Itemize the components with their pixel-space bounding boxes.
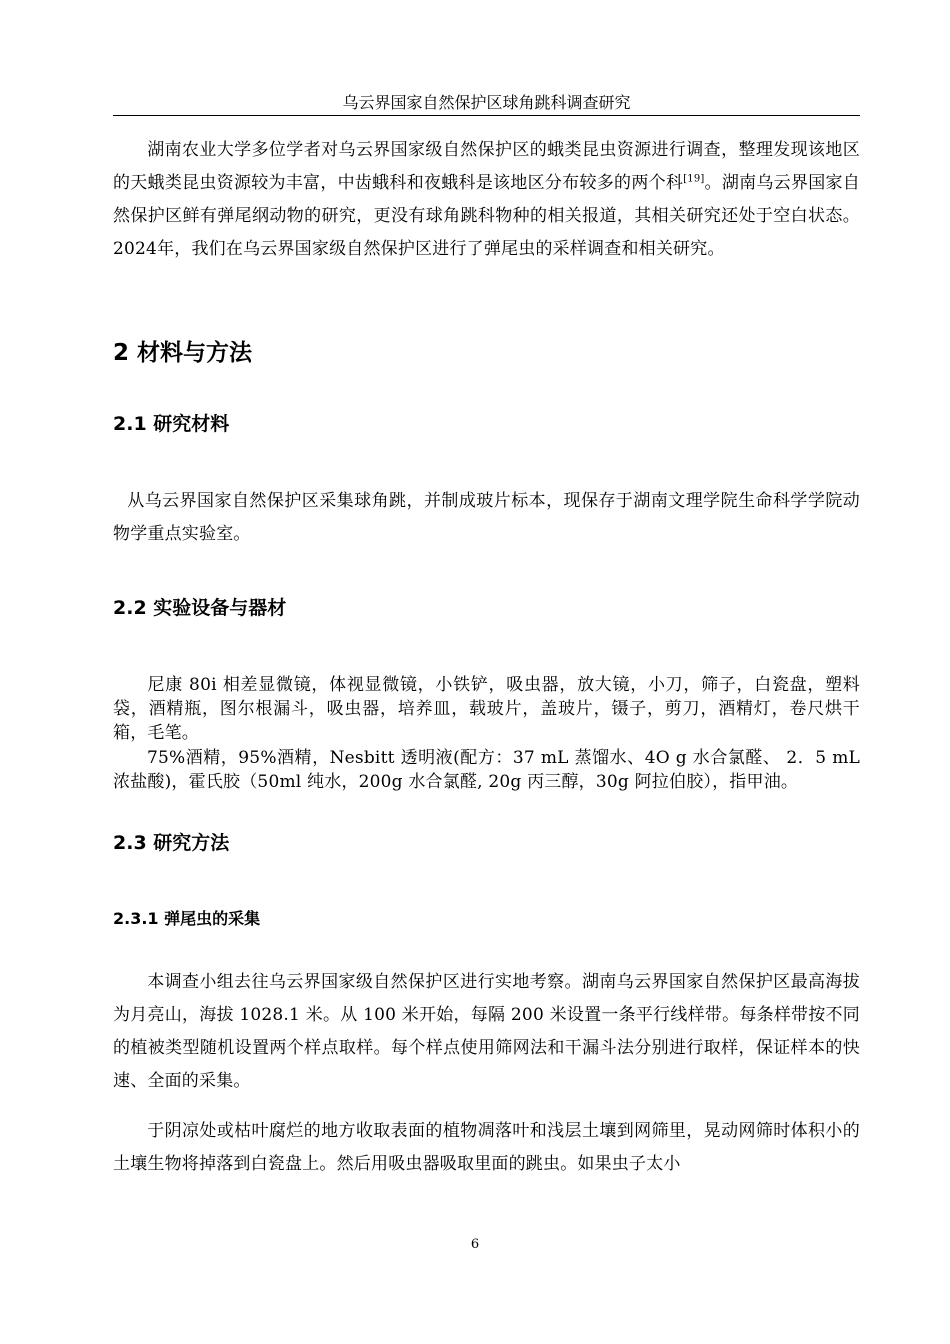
collection-paragraph-1 xyxy=(113,966,860,1098)
collection-paragraph-2 xyxy=(113,1115,860,1181)
equipment-paragraph xyxy=(113,673,860,745)
header-rule xyxy=(113,115,860,116)
reagents-paragraph xyxy=(113,746,860,794)
equipment-text: 尼康 80i 相差显微镜，体视显微镜，小铁铲，吸虫器，放大镜，小刀，筛子，白瓷盘，塑料袋，酒精瓶，图尔根漏斗，吸虫器，培养皿，载玻片，盖玻片，镊子，剪刀，酒精灯，卷尺烘干箱，毛笔。 xyxy=(113,675,860,743)
collection-text-1: 本调查小组去往乌云界国家级自然保护区进行实地考察。湖南乌云界国家自然保护区最高海拔为月亮山，海拔 1028.1 米。从 100 米开始，每隔 200 米设置一条平行线样带。每条样带按不同的植被类型随机设置两个样点取样。每个样点使用筛网法和干漏斗法分别进行取样，保证样本的快速、全面的采集。 xyxy=(113,972,860,1091)
collection-text-2: 于阴凉处或枯叶腐烂的地方收取表面的植物凋落叶和浅层土壤到网筛里，晃动网筛时体积小的土壤生物将掉落到白瓷盘上。然后用吸虫器吸取里面的跳虫。如果虫子太小 xyxy=(113,1121,860,1174)
citation-ref[interactable]: [19] xyxy=(683,173,705,185)
intro-paragraph xyxy=(113,134,860,266)
section-heading-2: 2 材料与方法 xyxy=(113,340,253,366)
page-number: 6 xyxy=(470,1237,480,1252)
section-heading-2-2: 2.2 实验设备与器材 xyxy=(113,597,287,619)
reagents-text: 75%酒精，95%酒精，Nesbitt 透明液(配方：37 mL 蒸馏水、4O g 水合氯醛、 2．5 mL 浓盐酸)，霍氏胶（50ml 纯水，200g 水合氯醛, 20g 丙三醇，30g 阿拉伯胶），指甲油。 xyxy=(113,748,860,792)
section-heading-2-3-1: 2.3.1 弹尾虫的采集 xyxy=(113,909,261,928)
materials-paragraph xyxy=(113,485,860,551)
materials-text: 从乌云界国家自然保护区采集球角跳，并制成玻片标本，现保存于湖南文理学院生命科学学院动物学重点实验室。 xyxy=(113,491,860,544)
intro-text-a: 湖南农业大学多位学者对乌云界国家级自然保护区的蛾类昆虫资源进行调查，整理发现该地区的天蛾类昆虫资源较为丰富，中齿蛾科和夜蛾科是该地区分布较多的两个科 xyxy=(113,140,860,193)
running-header: 乌云界国家自然保护区球角跳科调查研究 xyxy=(342,93,631,112)
section-heading-2-1: 2.1 研究材料 xyxy=(113,413,230,435)
intro-text-b: 。湖南乌云界国家自然保护区鲜有弹尾纲动物的研究，更没有球角跳科物种的相关报道，其相关研究还处于空白状态。2024年，我们在乌云界国家级自然保护区进行了弹尾虫的采样调查和相关研究。 xyxy=(113,173,860,259)
section-heading-2-3: 2.3 研究方法 xyxy=(113,832,230,854)
